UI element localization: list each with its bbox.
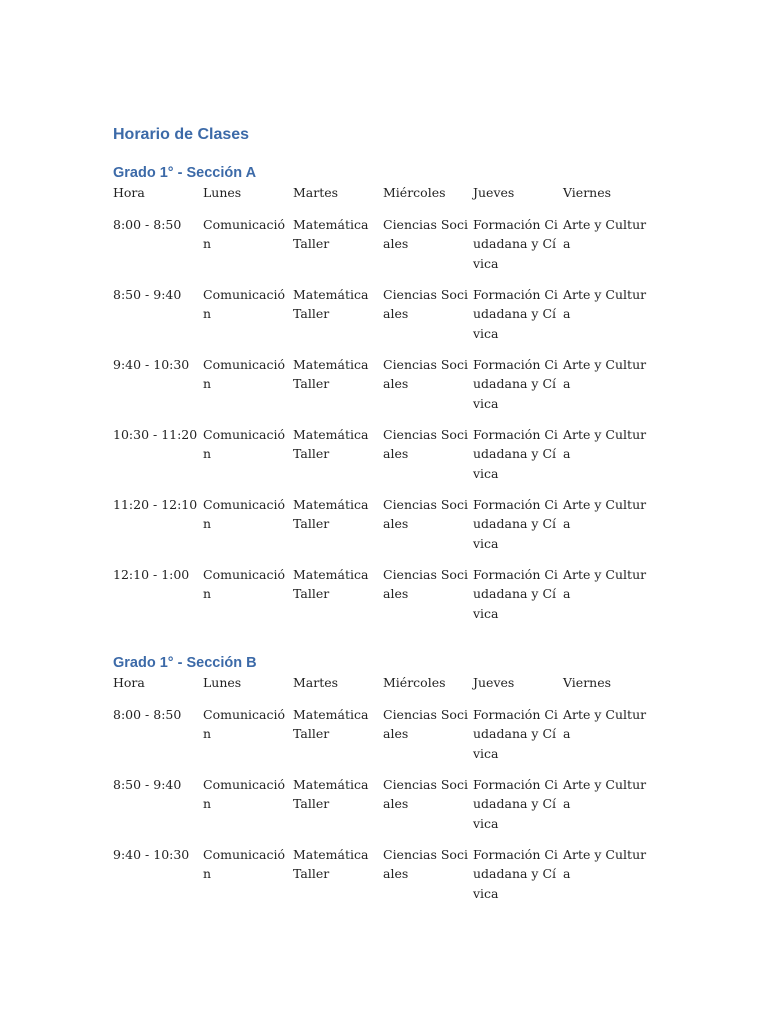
table-row xyxy=(113,355,653,425)
cell-viernes: Arte y Cultura xyxy=(563,287,647,322)
section-a xyxy=(113,163,647,635)
cell-lunes: Comunicación xyxy=(203,847,286,882)
cell-martes: Matemática Taller xyxy=(293,427,369,462)
section-title: Grado 1° - Sección B xyxy=(113,655,257,671)
cell-jueves: Formación Ciudadana y Cívica xyxy=(473,707,558,761)
cell-martes: Matemática Taller xyxy=(293,777,369,812)
cell-hora: 8:50 - 9:40 xyxy=(113,777,182,792)
table-header-row xyxy=(113,673,653,705)
column-header-hora: Hora xyxy=(113,185,145,200)
table-header-row xyxy=(113,183,653,215)
cell-hora: 8:50 - 9:40 xyxy=(113,287,182,302)
column-header-lunes: Lunes xyxy=(203,675,242,690)
column-header-miercoles: Miércoles xyxy=(383,185,446,200)
cell-miercoles: Ciencias Sociales xyxy=(383,497,468,532)
section-title: Grado 1° - Sección A xyxy=(113,165,257,181)
cell-miercoles: Ciencias Sociales xyxy=(383,357,468,392)
table-row xyxy=(113,215,653,285)
column-header-lunes: Lunes xyxy=(203,185,242,200)
table-row xyxy=(113,775,653,845)
table-row xyxy=(113,705,653,775)
cell-viernes: Arte y Cultura xyxy=(563,357,647,392)
cell-jueves: Formación Ciudadana y Cívica xyxy=(473,777,558,831)
column-header-viernes: Viernes xyxy=(563,185,612,200)
column-header-jueves: Jueves xyxy=(473,185,515,200)
cell-miercoles: Ciencias Sociales xyxy=(383,567,468,602)
schedule-table xyxy=(113,183,653,635)
cell-lunes: Comunicación xyxy=(203,427,286,462)
table-row xyxy=(113,495,653,565)
cell-miercoles: Ciencias Sociales xyxy=(383,777,468,812)
cell-martes: Matemática Taller xyxy=(293,287,369,322)
cell-hora: 8:00 - 8:50 xyxy=(113,217,182,232)
cell-viernes: Arte y Cultura xyxy=(563,707,647,742)
cell-martes: Matemática Taller xyxy=(293,567,369,602)
table-row xyxy=(113,425,653,495)
cell-viernes: Arte y Cultura xyxy=(563,847,647,882)
column-header-martes: Martes xyxy=(293,675,339,690)
schedule-table xyxy=(113,673,653,915)
cell-martes: Matemática Taller xyxy=(293,217,369,252)
cell-martes: Matemática Taller xyxy=(293,707,369,742)
cell-lunes: Comunicación xyxy=(203,357,286,392)
cell-lunes: Comunicación xyxy=(203,217,286,252)
cell-lunes: Comunicación xyxy=(203,567,286,602)
cell-hora: 9:40 - 10:30 xyxy=(113,847,190,862)
table-row xyxy=(113,565,653,635)
cell-lunes: Comunicación xyxy=(203,777,286,812)
cell-jueves: Formación Ciudadana y Cívica xyxy=(473,497,558,551)
cell-lunes: Comunicación xyxy=(203,287,286,322)
cell-lunes: Comunicación xyxy=(203,497,286,532)
column-header-hora: Hora xyxy=(113,675,145,690)
document-title: Horario de Clases xyxy=(113,126,250,143)
cell-lunes: Comunicación xyxy=(203,707,286,742)
cell-miercoles: Ciencias Sociales xyxy=(383,217,468,252)
cell-viernes: Arte y Cultura xyxy=(563,217,647,252)
cell-hora: 8:00 - 8:50 xyxy=(113,707,182,722)
cell-miercoles: Ciencias Sociales xyxy=(383,847,468,882)
cell-jueves: Formación Ciudadana y Cívica xyxy=(473,357,558,411)
cell-hora: 9:40 - 10:30 xyxy=(113,357,190,372)
cell-martes: Matemática Taller xyxy=(293,357,369,392)
column-header-martes: Martes xyxy=(293,185,339,200)
cell-jueves: Formación Ciudadana y Cívica xyxy=(473,217,558,271)
column-header-miercoles: Miércoles xyxy=(383,675,446,690)
cell-jueves: Formación Ciudadana y Cívica xyxy=(473,287,558,341)
cell-jueves: Formación Ciudadana y Cívica xyxy=(473,567,558,621)
cell-hora: 12:10 - 1:00 xyxy=(113,567,190,582)
section-b xyxy=(113,653,647,915)
cell-viernes: Arte y Cultura xyxy=(563,777,647,812)
column-header-jueves: Jueves xyxy=(473,675,515,690)
cell-miercoles: Ciencias Sociales xyxy=(383,287,468,322)
cell-miercoles: Ciencias Sociales xyxy=(383,427,468,462)
cell-jueves: Formación Ciudadana y Cívica xyxy=(473,847,558,901)
cell-miercoles: Ciencias Sociales xyxy=(383,707,468,742)
cell-jueves: Formación Ciudadana y Cívica xyxy=(473,427,558,481)
table-row xyxy=(113,285,653,355)
cell-martes: Matemática Taller xyxy=(293,497,369,532)
cell-viernes: Arte y Cultura xyxy=(563,497,647,532)
cell-martes: Matemática Taller xyxy=(293,847,369,882)
cell-viernes: Arte y Cultura xyxy=(563,427,647,462)
table-row xyxy=(113,845,653,915)
cell-hora: 10:30 - 11:20 xyxy=(113,427,198,442)
cell-viernes: Arte y Cultura xyxy=(563,567,647,602)
column-header-viernes: Viernes xyxy=(563,675,612,690)
cell-hora: 11:20 - 12:10 xyxy=(113,497,198,512)
